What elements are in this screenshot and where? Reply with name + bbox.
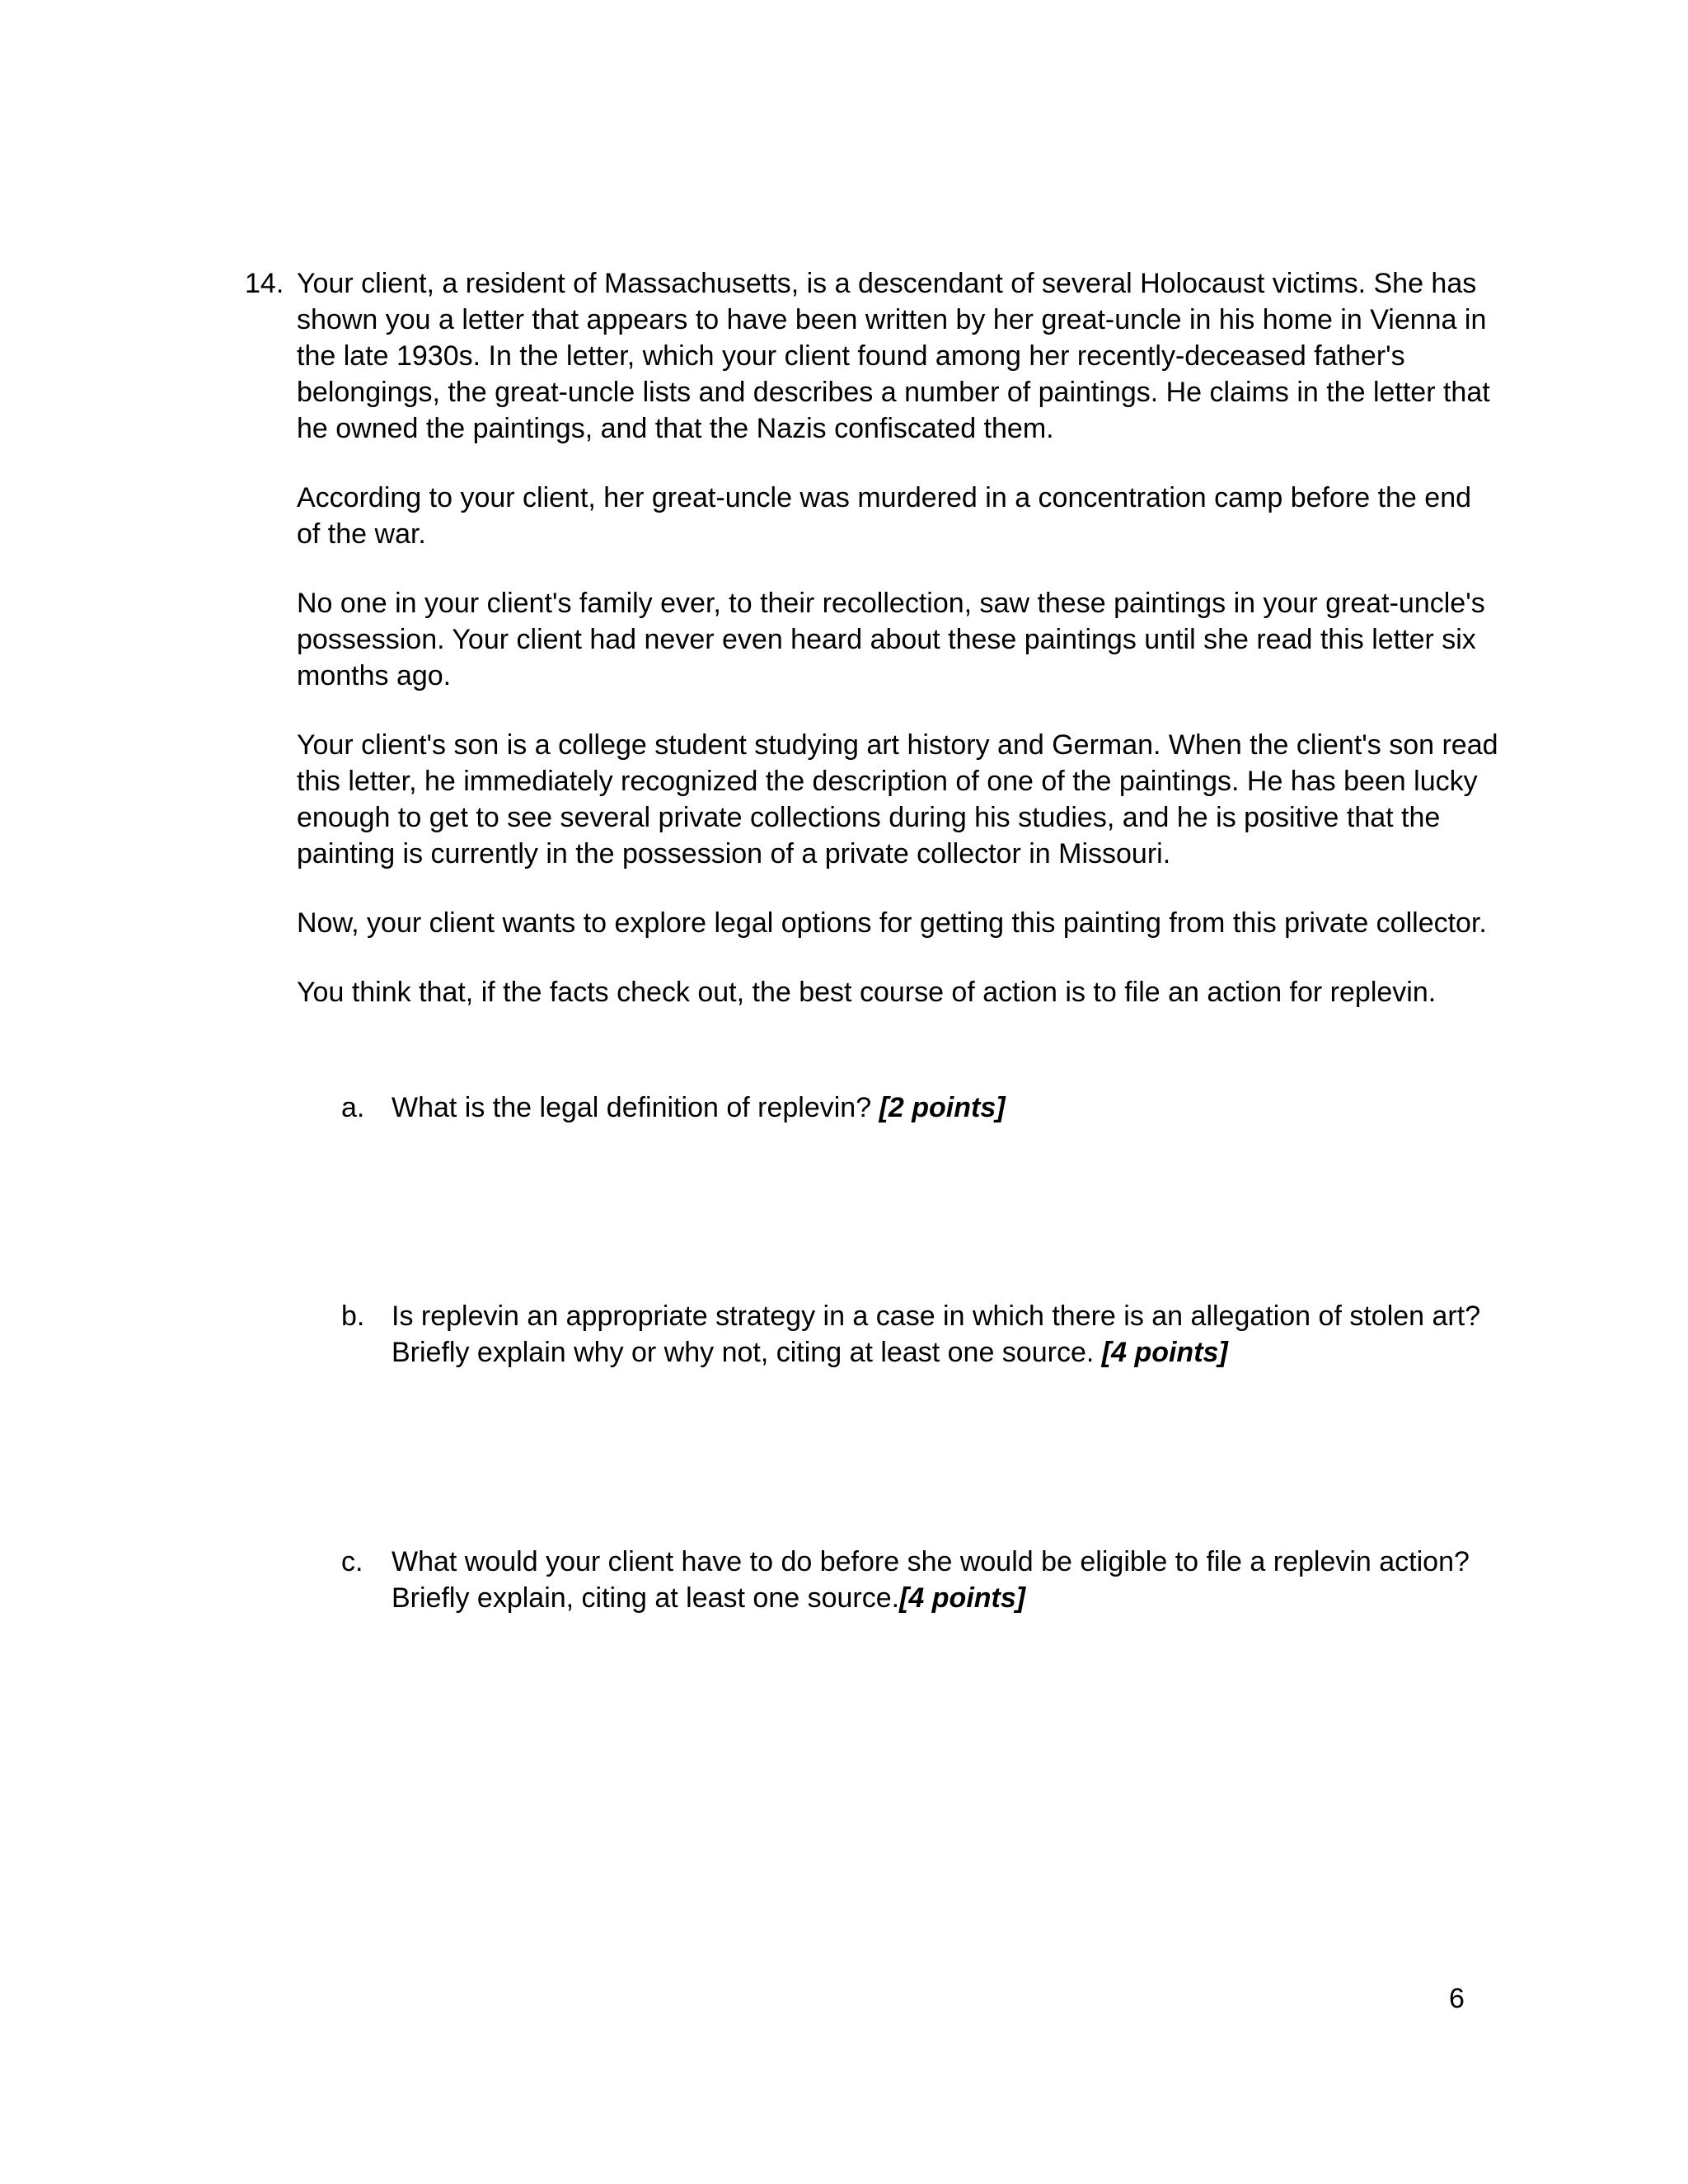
subquestion-letter: a.: [341, 1092, 365, 1123]
question-paragraph: Your client, a resident of Massachusetts, is a descendant of several Holocaust victims. She has shown you a letter that appears to have been written by her great-uncle in his home in Vienna in the late 1930s. In the letter, which your client found among her recently-deceased father's belongings, the great-uncle lists and describes a number of paintings. He claims in the letter that he owned the paintings, and that the Nazis confiscated them.: [297, 268, 1490, 444]
points-label: [2 points]: [879, 1092, 1006, 1123]
subquestion-prompt: Is replevin an appropriate strategy in a case in which there is an allegation of stolen art? Briefly explain why or why not, citing at least one source.: [392, 1301, 1481, 1368]
question-paragraph: No one in your client's family ever, to their recollection, saw these paintings in your great-uncle's possession. Your client had never even heard about these paintings until she read this letter six months ago.: [297, 588, 1485, 691]
question-number: 14.: [245, 268, 284, 299]
subquestion-letter: c.: [341, 1546, 363, 1577]
question-body: [297, 265, 1500, 1010]
subquestion-prompt: What is the legal definition of replevin?: [392, 1092, 879, 1123]
subquestion-text: [392, 1544, 1496, 1616]
question-paragraph: According to your client, her great-uncle was murdered in a concentration camp before the end of the war.: [297, 482, 1472, 550]
subquestion-text: [392, 1090, 1496, 1126]
question-paragraph: Now, your client wants to explore legal options for getting this painting from this private collector.: [297, 907, 1487, 939]
subquestion-letter: b.: [341, 1301, 365, 1332]
points-label: [4 points]: [1101, 1337, 1228, 1368]
subquestion-text: [392, 1298, 1496, 1371]
question-paragraph: Your client's son is a college student studying art history and German. When the client's son read this letter, he immediately recognized the description of one of the paintings. He has been lucky enough to get to see several private collections during his studies, and he is positive that the painting is currently in the possession of a private collector in Missouri.: [297, 729, 1498, 869]
subquestion-prompt: What would your client have to do before she would be eligible to file a replevin action? Briefly explain, citing at least one source.: [392, 1546, 1470, 1614]
points-label: [4 points]: [899, 1582, 1026, 1614]
page-number: 6: [1449, 1983, 1465, 2014]
question-paragraph: You think that, if the facts check out, the best course of action is to file an action for replevin.: [297, 977, 1437, 1008]
